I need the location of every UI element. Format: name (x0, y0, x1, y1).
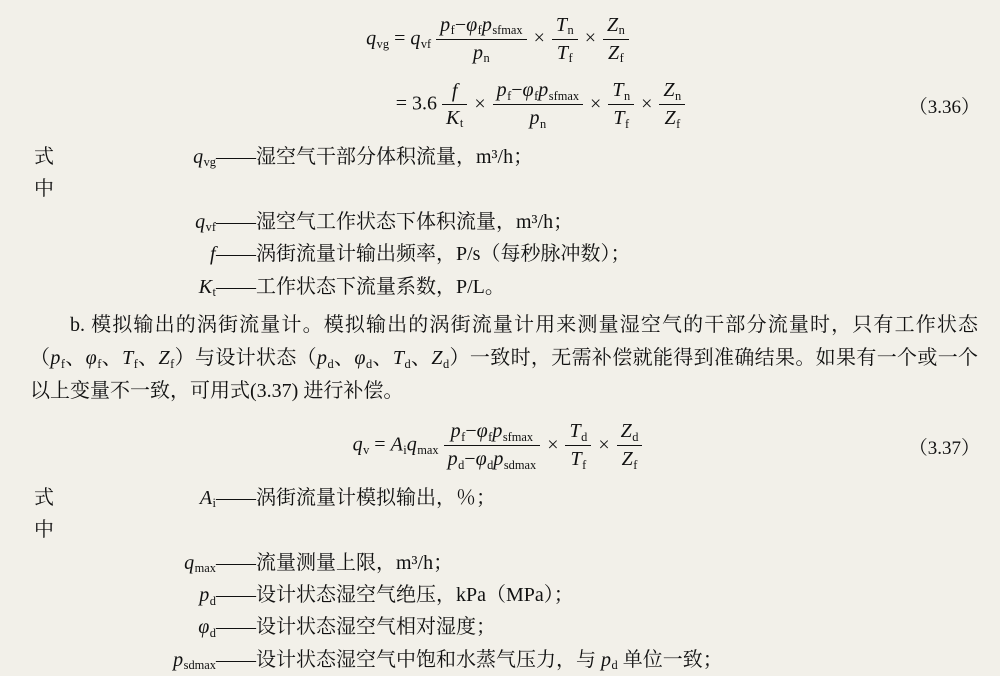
eq336-fraction-frequency-denominator (442, 105, 467, 131)
eq336-times-1: × (533, 27, 545, 50)
sep-3: 、 (137, 347, 159, 370)
td-subscript: d (404, 356, 411, 371)
symbol-subscript: max (194, 561, 216, 576)
where-description: 流量测量上限，m³/h； (256, 551, 454, 574)
eq336-minus: − (454, 14, 467, 36)
pd-subscript: d (327, 356, 334, 371)
where-symbol (66, 644, 216, 676)
eq336-line2-times-2: × (641, 92, 653, 115)
symbol-subscript: i (212, 496, 216, 511)
eq336-line2-fraction-z-denominator (659, 105, 685, 131)
equation-3-37-line (0, 420, 1000, 471)
eq336-pn-subscript: n (483, 51, 490, 66)
eq336-psfmax-symbol: p (481, 14, 492, 36)
pf-symbol: p (50, 347, 61, 370)
phid-subscript: d (365, 356, 373, 371)
where-row (0, 579, 1000, 611)
eq336-line2-fraction-temperature-numerator (608, 79, 634, 105)
where-row (0, 547, 1000, 579)
eq337-qmax-symbol: q (406, 433, 417, 456)
eq336-fraction-pressure-denominator (436, 40, 526, 66)
eq336-fraction-z-denominator (603, 40, 629, 66)
eq336-line2-psfmax-symbol: p (538, 79, 549, 102)
where-description: 涡街流量计输出频率，P/s（每秒脉冲数）； (256, 243, 631, 266)
where-description: 设计状态湿空气绝压，kPa（MPa）； (256, 584, 574, 607)
symbol-subscript: sdmax (183, 658, 216, 673)
symbol-main: A (199, 486, 213, 509)
eq336-line2-fraction-pressure-denominator (493, 105, 583, 131)
eq337-fraction-pressure-denominator (444, 446, 541, 472)
eq337-psdmax-subscript: sdmax (503, 457, 537, 472)
paragraph-run-1: b. 模拟输出的涡街流量计。模拟输出的涡街流量计用来测量湿空气的干部分流量时，只有工作状态（ (30, 313, 978, 370)
where-dash: —— (216, 145, 256, 168)
eq337-fraction-z-denominator (617, 446, 643, 472)
symbol-subscript: t (212, 284, 216, 299)
eq336-psfmax-subscript: sfmax (492, 23, 523, 38)
symbol-main: φ (198, 616, 210, 639)
eq337-den-minus: − (464, 448, 476, 471)
sep-2: 、 (101, 347, 123, 370)
eq336-qvf-subscript: vf (420, 36, 432, 51)
eq337-pf-symbol: p (450, 420, 461, 443)
eq336-line2-zf-subscript: f (676, 116, 681, 131)
eq336-pn-symbol: p (473, 41, 484, 64)
eq337-zd-subscript: d (632, 429, 639, 444)
where-row (0, 482, 1000, 547)
where-symbol (66, 579, 216, 611)
symbol-main: q (184, 551, 195, 574)
where-block-1 (0, 141, 1000, 303)
where-dash: —— (216, 616, 256, 639)
eq336-fraction-pressure-numerator (436, 14, 526, 40)
eq337-pf-subscript: f (461, 429, 466, 444)
eq337-fraction-z-numerator (617, 420, 643, 446)
where-description: 工作状态下流量系数，P/L。 (256, 275, 505, 298)
equation-3-36-line-2 (0, 79, 1000, 130)
sep-6: 、 (410, 347, 432, 370)
symbol-main: q (195, 210, 206, 233)
where-symbol (66, 206, 216, 238)
eq336-line2-equals: = (395, 92, 408, 115)
zf-subscript: f (170, 356, 175, 371)
eq336-kt-subscript: t (459, 116, 464, 131)
sep-1: 、 (64, 347, 86, 370)
eq336-line2-phif-subscript: f (534, 88, 539, 103)
eq337-zd-symbol: Z (620, 420, 632, 443)
pd-symbol: p (317, 347, 328, 370)
eq336-fraction-z-numerator (603, 14, 629, 40)
symbol-main: p (199, 584, 210, 607)
eq336-line2-tn-symbol: T (612, 79, 624, 102)
paragraph-run-3: ）一致时，无需补偿就能得到准确结果。如果有一个或一个以上变量不一致，可用式(3.37) 进行补偿。 (30, 347, 979, 403)
eq336-line2-times-1: × (590, 92, 602, 115)
zd-subscript: d (443, 356, 450, 371)
where-symbol (66, 611, 216, 643)
eq336-line2-fraction-z-numerator (659, 79, 685, 105)
eq337-phid-symbol: φ (475, 448, 487, 471)
where-dash: —— (216, 486, 256, 509)
eq337-times-2: × (598, 433, 610, 456)
eq337-zf-symbol: Z (621, 448, 633, 471)
eq336-fraction-temperature-numerator (552, 14, 578, 40)
equation-3-36-number: （3.36） (908, 96, 980, 118)
document-page (0, 14, 1000, 673)
zd-symbol: Z (431, 347, 443, 370)
eq336-tf-symbol: T (556, 41, 569, 64)
eq336-equals: = (394, 27, 406, 50)
where-row (0, 141, 1000, 206)
eq336-fraction-pressure (436, 14, 526, 65)
pf-subscript: f (60, 356, 65, 371)
symbol-subscript: d (209, 593, 216, 608)
eq337-psfmax-symbol: p (492, 420, 503, 443)
symbol-subscript: vg (203, 155, 216, 170)
eq336-line2-tn-subscript: n (623, 88, 631, 103)
eq337-td-symbol: T (569, 420, 581, 443)
eq336-zn-subscript: n (618, 23, 625, 38)
eq336-line2-zf-symbol: Z (664, 107, 676, 130)
eq337-zf-subscript: f (633, 457, 638, 472)
eq337-ai-symbol: A (390, 433, 403, 456)
paragraph-run-2: ）与设计状态（ (174, 347, 318, 370)
eq336-line2-phif-symbol: φ (522, 79, 534, 102)
where-symbol (66, 238, 216, 270)
where-dash: —— (216, 648, 256, 671)
eq336-line2-fraction-compressibility (659, 79, 685, 130)
zf-symbol: Z (158, 347, 170, 370)
where-row (0, 611, 1000, 643)
eq336-lhs-subscript: vg (376, 36, 390, 51)
where-label: 式中 (34, 145, 54, 201)
eq337-expression (353, 420, 648, 471)
eq336-line2-pn-subscript: n (539, 116, 547, 131)
symbol-main: f (209, 243, 216, 266)
eq337-pd-symbol: p (447, 448, 458, 471)
eq336-line2-fraction-pressure (493, 79, 583, 130)
body-paragraph (30, 309, 978, 409)
eq336-f-symbol: f (451, 79, 458, 102)
where-description-post: 单位一致； (617, 648, 723, 671)
eq337-lhs-symbol: q (352, 433, 363, 456)
symbol-main: q (193, 145, 204, 168)
eq336-zf-symbol: Z (608, 41, 620, 64)
eq337-num-minus: − (465, 420, 477, 443)
where-dash: —— (216, 210, 256, 233)
eq336-line2-times-0: × (474, 92, 486, 115)
where-row (0, 238, 1000, 270)
where-row (0, 206, 1000, 238)
equation-3-37-number: （3.37） (908, 437, 980, 459)
where-description: 涡街流量计模拟输出，％； (256, 486, 496, 509)
eq336-fraction-compressibility (603, 14, 629, 65)
eq336-line2-psfmax-subscript: sfmax (548, 88, 580, 103)
where-description (256, 644, 723, 676)
phif-symbol: φ (85, 347, 97, 370)
eq337-phif-subscript: f (488, 429, 493, 444)
eq336-line2-pn-symbol: p (529, 107, 540, 130)
phif-subscript: f (97, 356, 102, 371)
where-label: 式中 (34, 486, 54, 542)
symbol-main: K (198, 275, 213, 298)
where-symbol (66, 141, 216, 173)
sep-5: 、 (372, 347, 393, 370)
symbol-main: p (173, 648, 184, 671)
where-symbol (66, 482, 216, 514)
where-symbol (66, 271, 216, 303)
where-dash: —— (216, 275, 256, 298)
eq337-fraction-temperature-denominator (565, 446, 591, 472)
eq337-fraction-pressure (444, 420, 541, 471)
eq336-lhs-symbol: q (366, 27, 377, 50)
eq336-zf-subscript: f (619, 51, 624, 66)
where-dash: —— (216, 584, 256, 607)
tf-symbol: T (122, 347, 134, 370)
eq337-fraction-pressure-numerator (444, 420, 541, 446)
eq337-qmax-subscript: max (417, 443, 439, 458)
eq337-phif-symbol: φ (476, 420, 488, 443)
where-row (0, 644, 1000, 676)
phid-symbol: φ (354, 347, 366, 370)
eq336-line2-pf-symbol: p (496, 79, 507, 102)
inline-pd-subscript: d (611, 658, 618, 673)
eq336-fraction-frequency-numerator (442, 80, 467, 105)
where-description: 湿空气工作状态下体积流量，m³/h； (256, 210, 574, 233)
eq336-tn-subscript: n (567, 23, 574, 38)
where-symbol (66, 547, 216, 579)
where-dash: —— (216, 551, 256, 574)
eq336-pf-symbol: p (440, 14, 451, 36)
eq336-line2-zn-symbol: Z (663, 79, 675, 102)
eq336-tf-subscript: f (568, 51, 573, 66)
symbol-subscript: d (209, 625, 216, 640)
eq337-psdmax-symbol: p (493, 448, 504, 471)
equation-3-36-line-1 (0, 14, 1000, 65)
eq336-coefficient: 3.6 (412, 92, 438, 115)
eq337-phid-subscript: d (487, 457, 494, 472)
td-symbol: T (392, 347, 404, 370)
eq336-zn-symbol: Z (606, 14, 619, 36)
equation-3-37 (0, 420, 1000, 471)
where-description: 设计状态湿空气相对湿度； (256, 616, 496, 639)
where-block-2 (0, 482, 1000, 676)
eq336-line2-fraction-pressure-numerator (493, 79, 583, 105)
eq337-times-1: × (547, 433, 559, 456)
symbol-subscript: vf (205, 220, 216, 235)
where-description-pre: 设计状态湿空气中饱和水蒸气压力，与 (256, 648, 601, 671)
eq336-fraction-temperature (552, 14, 578, 65)
eq336-kt-symbol: K (446, 106, 460, 129)
eq337-td-subscript: d (581, 429, 588, 444)
equation-3-36 (0, 14, 1000, 131)
eq336-qvf-symbol: q (410, 27, 421, 50)
eq337-fraction-compressibility (617, 420, 643, 471)
where-row (0, 271, 1000, 303)
eq337-psfmax-subscript: sfmax (502, 429, 534, 444)
where-description: 湿空气干部分体积流量，m³/h； (256, 145, 534, 168)
inline-pd-symbol: p (601, 648, 611, 671)
eq336-line2-pf-subscript: f (507, 88, 512, 103)
eq336-line2-tf-subscript: f (624, 116, 630, 131)
eq336-tn-symbol: T (555, 14, 567, 36)
eq336-times-2: × (584, 27, 596, 50)
eq337-tf-subscript: f (582, 457, 587, 472)
sep-4: 、 (333, 347, 355, 370)
eq337-fraction-temperature-numerator (565, 420, 591, 446)
eq336-fraction-frequency (442, 80, 467, 131)
eq336-line2-fraction-temperature (608, 79, 634, 130)
eq336-line2-tf-symbol: T (613, 107, 625, 130)
tf-subscript: f (133, 356, 138, 371)
eq336-phif-symbol: φ (466, 14, 478, 36)
eq336-line2-minus: − (511, 79, 523, 102)
eq337-equals: = (374, 433, 386, 456)
eq337-fraction-temperature (565, 420, 591, 471)
eq337-pd-subscript: d (458, 457, 465, 472)
eq336-phif-subscript: f (477, 23, 482, 38)
where-dash: —— (216, 243, 256, 266)
eq337-tf-symbol: T (570, 448, 582, 471)
eq336-line2-expression (396, 79, 691, 130)
eq336-line2-fraction-temperature-denominator (608, 105, 634, 131)
eq336-line1-expression (366, 14, 634, 65)
eq336-fraction-temperature-denominator (552, 40, 578, 66)
eq336-pf-subscript: f (450, 23, 455, 38)
eq337-ai-subscript: i (403, 443, 407, 458)
eq336-line2-zn-subscript: n (675, 88, 682, 103)
eq337-lhs-subscript: v (363, 443, 370, 458)
